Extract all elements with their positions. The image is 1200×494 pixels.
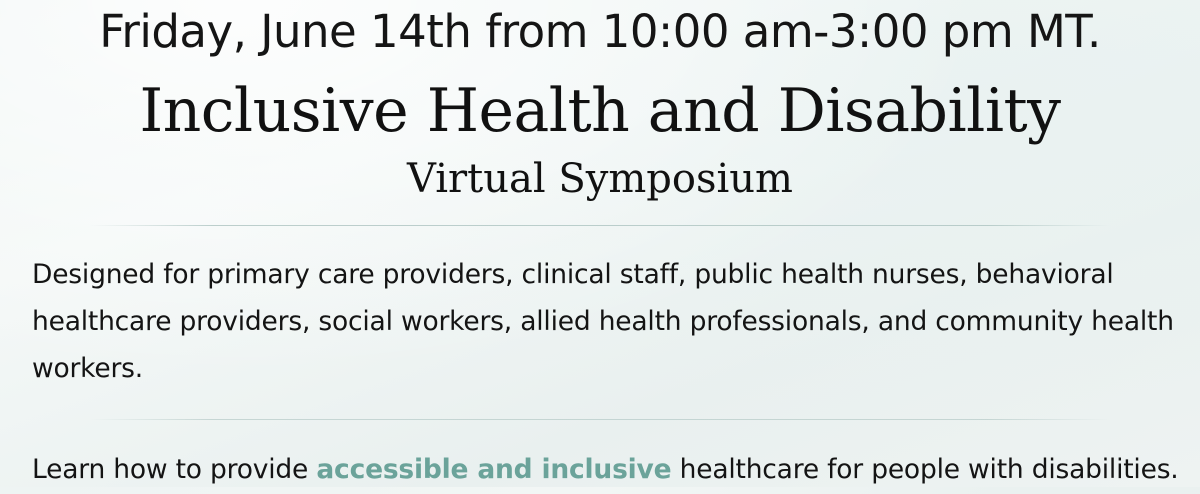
divider-bottom <box>90 419 1110 420</box>
page-subtitle: Virtual Symposium <box>407 155 793 202</box>
learn-suffix-text: healthcare for people with disabilities. <box>671 453 1179 485</box>
learn-accent-text: accessible and inclusive <box>316 453 672 485</box>
audience-block <box>32 252 1182 393</box>
learn-prefix-text: Learn how to provide <box>32 453 317 485</box>
divider-top <box>90 225 1110 226</box>
audience-paragraph: Designed for primary care providers, clinical staff, public health nurses, behavioral healthcare providers, social workers, allied health professionals, and community health workers. <box>32 259 1174 385</box>
page-title: Inclusive Health and Disability <box>139 75 1061 146</box>
event-date-line: Friday, June 14th from 10:00 am-3:00 pm MT. <box>99 5 1101 58</box>
